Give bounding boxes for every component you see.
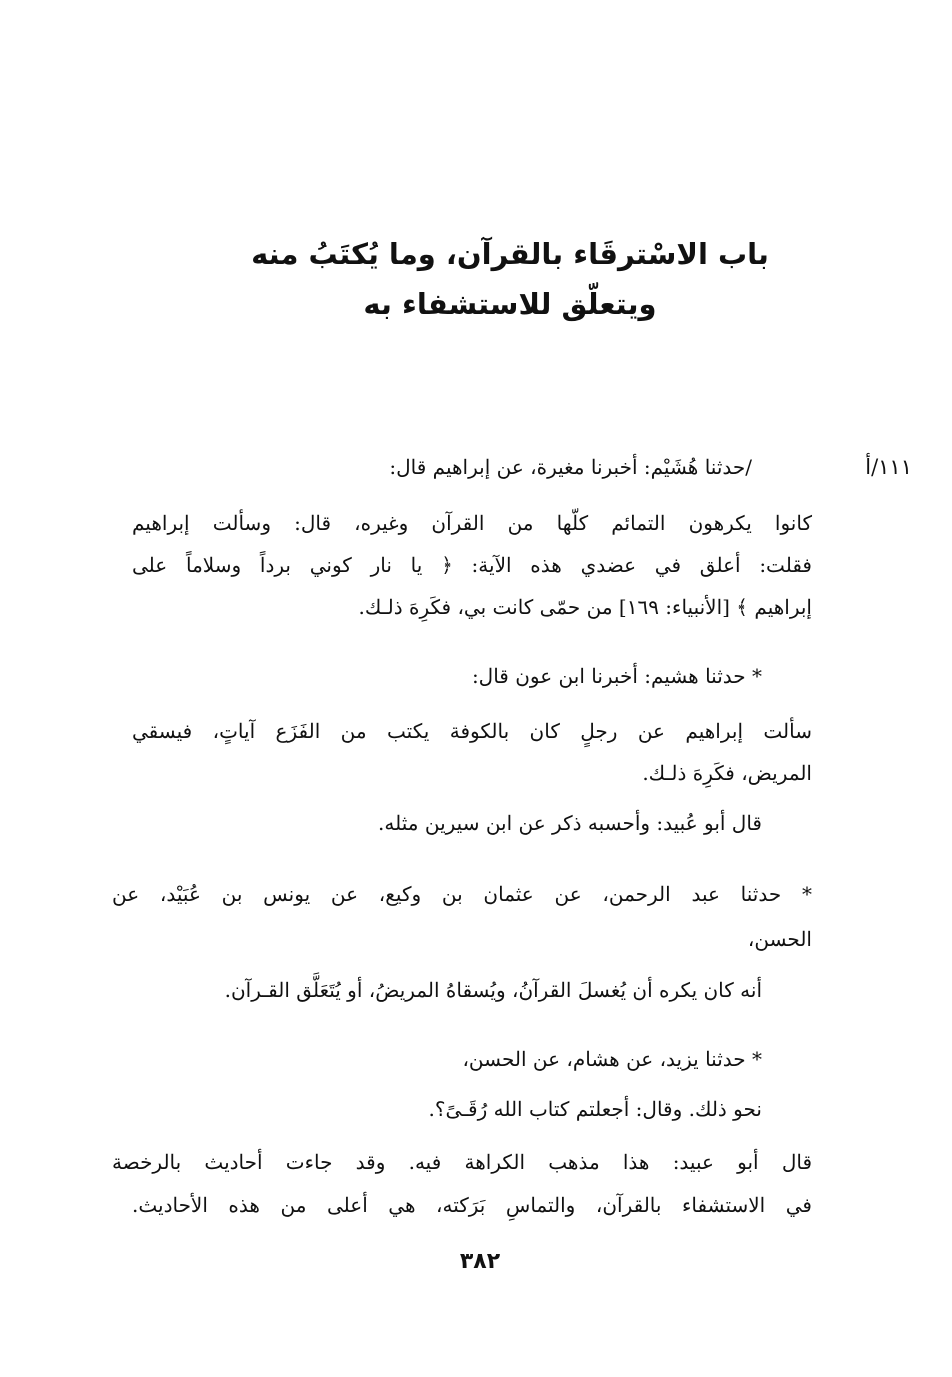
text-line-1: /حدثنا هُشَيْم: أخبرنا مغيرة، عن إبراهيم قال: [389,455,752,479]
text-line-14: قال أبو عبيد: هذا مذهب الكراهة فيه. وقد جاءت أحاديث بالرخصة [112,1150,812,1174]
text-line-15: في الاستشفاء بالقرآن، والتماسِ بَرَكته، هي أعلى من هذه الأحاديث. [132,1193,812,1217]
text-line-12: * حدثنا يزيد، عن هشام، عن الحسن، [462,1047,762,1071]
chapter-title-line-2: ويتعلّق للاستشفاء به [363,287,657,321]
text-line-13: نحو ذلك. وقال: أجعلتم كتاب الله رُقَـىً؟. [428,1097,762,1121]
text-line-2: كانوا يكرهون التمائم كلّها من القرآن وغيره، قال: وسألت إبراهيم [132,511,812,535]
chapter-title-line-1: باب الاسْترقَاء بالقرآن، وما يُكتَبُ منه [251,237,769,271]
text-line-7: المريض، فكَرِهَ ذلـك. [642,761,812,785]
text-line-8: قال أبو عُبيد: وأحسبه ذكر عن ابن سيرين مثله. [378,811,762,835]
text-line-4: إبراهيم ﴾ [الأنبياء: ١٦٩] من حمّى كانت بي، فكَرِهَ ذلـك. [358,595,812,619]
margin-folio-reference: ١١١/أ [865,455,912,479]
page-number: ٣٨٢ [459,1249,501,1274]
text-line-3: فقلت: أعلق في عضدي هذه الآية: ﴿ يا نار كوني برداً وسلاماً على [132,553,812,577]
text-line-11: أنه كان يكره أن يُغسلَ القرآنُ، ويُسقاهُ المريضُ، أو يُتَعَلَّق القـرآن. [224,978,762,1002]
text-line-10: الحسن، [747,927,812,951]
text-line-6: سألت إبراهيم عن رجلٍ كان بالكوفة يكتب من الفَزَع آياتٍ، فيسقي [132,719,812,743]
text-line-5: * حدثنا هشيم: أخبرنا ابن عون قال: [471,664,762,688]
text-line-9: * حدثنا عبد الرحمن، عن عثمان بن وكيع، عن يونس بن عُبَيْد، عن [112,882,812,906]
